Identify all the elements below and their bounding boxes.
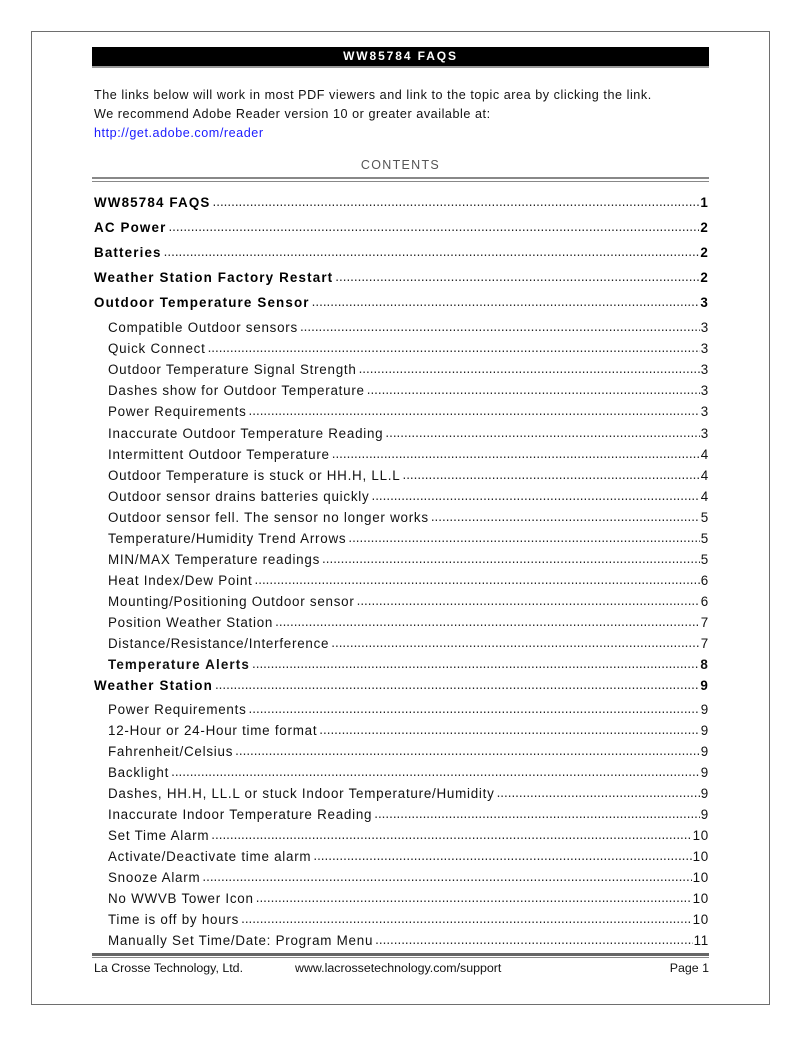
toc-entry[interactable] [94,677,709,693]
toc-entry-page-number: 3 [700,383,709,399]
toc-dot-leader [375,932,692,945]
toc-entry[interactable] [108,785,709,801]
toc-entry-label: Temperature/Humidity Trend Arrows [108,531,347,547]
toc-entry-page-number: 9 [700,786,709,802]
toc-entry-page-number: 7 [700,615,709,631]
toc-dot-leader [249,701,700,714]
document-title-bar [92,47,709,66]
toc-entry[interactable] [108,509,709,525]
toc-entry[interactable] [108,827,709,843]
toc-entry[interactable] [108,446,709,462]
toc-entry[interactable] [108,869,709,885]
toc-entry[interactable] [108,656,709,672]
contents-divider [92,177,709,182]
toc-entry-page-number: 8 [700,657,709,673]
toc-entry[interactable] [108,467,709,483]
toc-dot-leader [312,294,700,307]
toc-dot-leader [171,764,700,777]
toc-entry[interactable] [108,635,709,651]
toc-dot-leader [332,446,700,459]
toc-entry-label: Temperature Alerts [108,657,250,673]
toc-entry-label: No WWVB Tower Icon [108,891,254,907]
toc-entry[interactable] [108,382,709,398]
toc-entry-label: Power Requirements [108,702,247,718]
toc-entry-page-number: 4 [700,447,709,463]
toc-entry[interactable] [108,593,709,609]
toc-dot-leader [313,848,691,861]
toc-entry[interactable] [108,743,709,759]
toc-entry-label: Inaccurate Outdoor Temperature Reading [108,426,384,442]
toc-entry-page-number: 10 [692,870,709,886]
toc-entry-page-number: 9 [700,678,709,694]
toc-entry-label: Fahrenheit/Celsius [108,744,234,760]
toc-entry-page-number: 3 [700,404,709,420]
contents-heading: CONTENTS [360,158,441,172]
toc-entry-page-number: 1 [700,195,709,211]
toc-entry[interactable] [108,890,709,906]
toc-entry-page-number: 5 [700,510,709,526]
toc-entry[interactable] [108,403,709,419]
toc-entry-label: Distance/Resistance/Interference [108,636,330,652]
toc-entry-page-number: 5 [700,552,709,568]
toc-dot-leader [202,869,691,882]
toc-entry[interactable] [94,194,709,210]
toc-entry-page-number: 10 [692,828,709,844]
toc-entry-page-number: 11 [693,933,709,949]
toc-entry-label: WW85784 FAQS [94,195,211,211]
toc-dot-leader [331,635,700,648]
toc-entry[interactable] [108,701,709,717]
toc-dot-leader [208,340,700,353]
toc-entry-label: Compatible Outdoor sensors [108,320,298,336]
toc-dot-leader [300,319,700,332]
toc-entry[interactable] [94,219,709,235]
toc-entry-label: Manually Set Time/Date: Program Menu [108,933,374,949]
toc-dot-leader [322,551,700,564]
toc-entry-page-number: 9 [700,807,709,823]
toc-dot-leader [235,743,700,756]
toc-entry-label: Position Weather Station [108,615,274,631]
toc-entry[interactable] [108,488,709,504]
toc-entry-label: Dashes show for Outdoor Temperature [108,383,365,399]
toc-entry-page-number: 3 [700,362,709,378]
toc-entry-page-number: 4 [700,468,709,484]
footer-divider [92,953,709,958]
toc-entry-label: Weather Station Factory Restart [94,270,334,286]
toc-entry-label: Inaccurate Indoor Temperature Reading [108,807,373,823]
toc-dot-leader [213,194,700,207]
toc-dot-leader [256,890,692,903]
toc-entry-label: Outdoor Temperature Signal Strength [108,362,357,378]
toc-entry[interactable] [108,572,709,588]
toc-entry[interactable] [108,551,709,567]
toc-entry-page-number: 5 [700,531,709,547]
toc-dot-leader [215,677,699,690]
toc-entry[interactable] [94,294,709,310]
footer-support-url: www.lacrossetechnology.com/support [295,961,502,975]
toc-dot-leader [249,403,700,416]
toc-dot-leader [168,219,699,232]
toc-entry-label: Time is off by hours [108,912,240,928]
toc-dot-leader [255,572,700,585]
intro-line-2: We recommend Adobe Reader version 10 or greater available at: [94,107,491,121]
toc-dot-leader [241,911,691,924]
toc-entry[interactable] [108,764,709,780]
toc-entry-label: Outdoor Temperature Sensor [94,295,310,311]
toc-dot-leader [275,614,700,627]
toc-dot-leader [371,488,699,501]
toc-entry-page-number: 3 [700,295,709,311]
toc-entry-label: Intermittent Outdoor Temperature [108,447,330,463]
toc-dot-leader [367,382,700,395]
toc-entry-page-number: 9 [700,744,709,760]
toc-entry[interactable] [94,244,709,260]
toc-entry-page-number: 4 [700,489,709,505]
toc-entry-page-number: 2 [700,245,709,261]
toc-dot-leader [348,530,699,543]
toc-entry[interactable] [108,932,709,948]
adobe-reader-link[interactable]: http://get.adobe.com/reader [94,126,264,140]
toc-entry[interactable] [108,614,709,630]
document-title: WW85784 FAQS [343,49,458,63]
toc-entry-page-number: 9 [700,702,709,718]
toc-entry-label: Batteries [94,245,162,261]
footer-page-number: Page 1 [669,961,709,975]
toc-entry-label: Power Requirements [108,404,247,420]
toc-entry-label: Snooze Alarm [108,870,201,886]
toc-entry-page-number: 10 [692,891,709,907]
toc-dot-leader [385,425,699,438]
toc-dot-leader [335,269,699,282]
toc-entry[interactable] [108,806,709,822]
toc-dot-leader [211,827,691,840]
toc-entry-label: Dashes, HH.H, LL.L or stuck Indoor Temperature/Humidity [108,786,495,802]
toc-entry[interactable] [94,269,709,285]
toc-entry-page-number: 3 [700,341,709,357]
footer-company: La Crosse Technology, Ltd. [94,961,244,975]
toc-entry-page-number: 6 [700,573,709,589]
intro-line-1: The links below will work in most PDF viewers and link to the topic area by clicking the link. [94,88,652,102]
toc-entry-page-number: 9 [700,765,709,781]
toc-dot-leader [357,593,700,606]
toc-dot-leader [402,467,699,480]
toc-entry-page-number: 7 [700,636,709,652]
toc-entry-label: Mounting/Positioning Outdoor sensor [108,594,355,610]
toc-entry[interactable] [108,911,709,927]
toc-entry-page-number: 9 [700,723,709,739]
toc-entry-label: Outdoor Temperature is stuck or HH.H, LL.L [108,468,401,484]
toc-dot-leader [359,361,700,374]
toc-entry-label: Quick Connect [108,341,206,357]
toc-entry-page-number: 2 [700,220,709,236]
toc-entry[interactable] [108,722,709,738]
toc-dot-leader [497,785,700,798]
toc-entry-page-number: 3 [700,426,709,442]
toc-entry-label: Set Time Alarm [108,828,210,844]
toc-dot-leader [252,656,699,669]
toc-entry-label: 12-Hour or 24-Hour time format [108,723,318,739]
toc-entry-label: Outdoor sensor drains batteries quickly [108,489,370,505]
toc-entry-page-number: 6 [700,594,709,610]
toc-entry[interactable] [108,530,709,546]
toc-entry-page-number: 3 [700,320,709,336]
toc-entry-label: Activate/Deactivate time alarm [108,849,312,865]
toc-entry-label: Outdoor sensor fell. The sensor no longer works [108,510,429,526]
toc-entry-page-number: 2 [700,270,709,286]
toc-dot-leader [319,722,700,735]
toc-entry-label: Heat Index/Dew Point [108,573,253,589]
toc-entry-label: AC Power [94,220,167,236]
toc-entry-label: MIN/MAX Temperature readings [108,552,321,568]
toc-entry[interactable] [108,361,709,377]
toc-entry-page-number: 10 [692,849,709,865]
toc-entry[interactable] [108,848,709,864]
toc-dot-leader [431,509,700,522]
toc-entry-page-number: 10 [692,912,709,928]
toc-entry[interactable] [108,340,709,356]
toc-entry[interactable] [108,319,709,335]
intro-paragraph [94,86,714,143]
toc-dot-leader [374,806,700,819]
toc-entry-label: Weather Station [94,678,213,694]
toc-entry[interactable] [108,425,709,441]
toc-dot-leader [164,244,700,257]
toc-entry-label: Backlight [108,765,170,781]
